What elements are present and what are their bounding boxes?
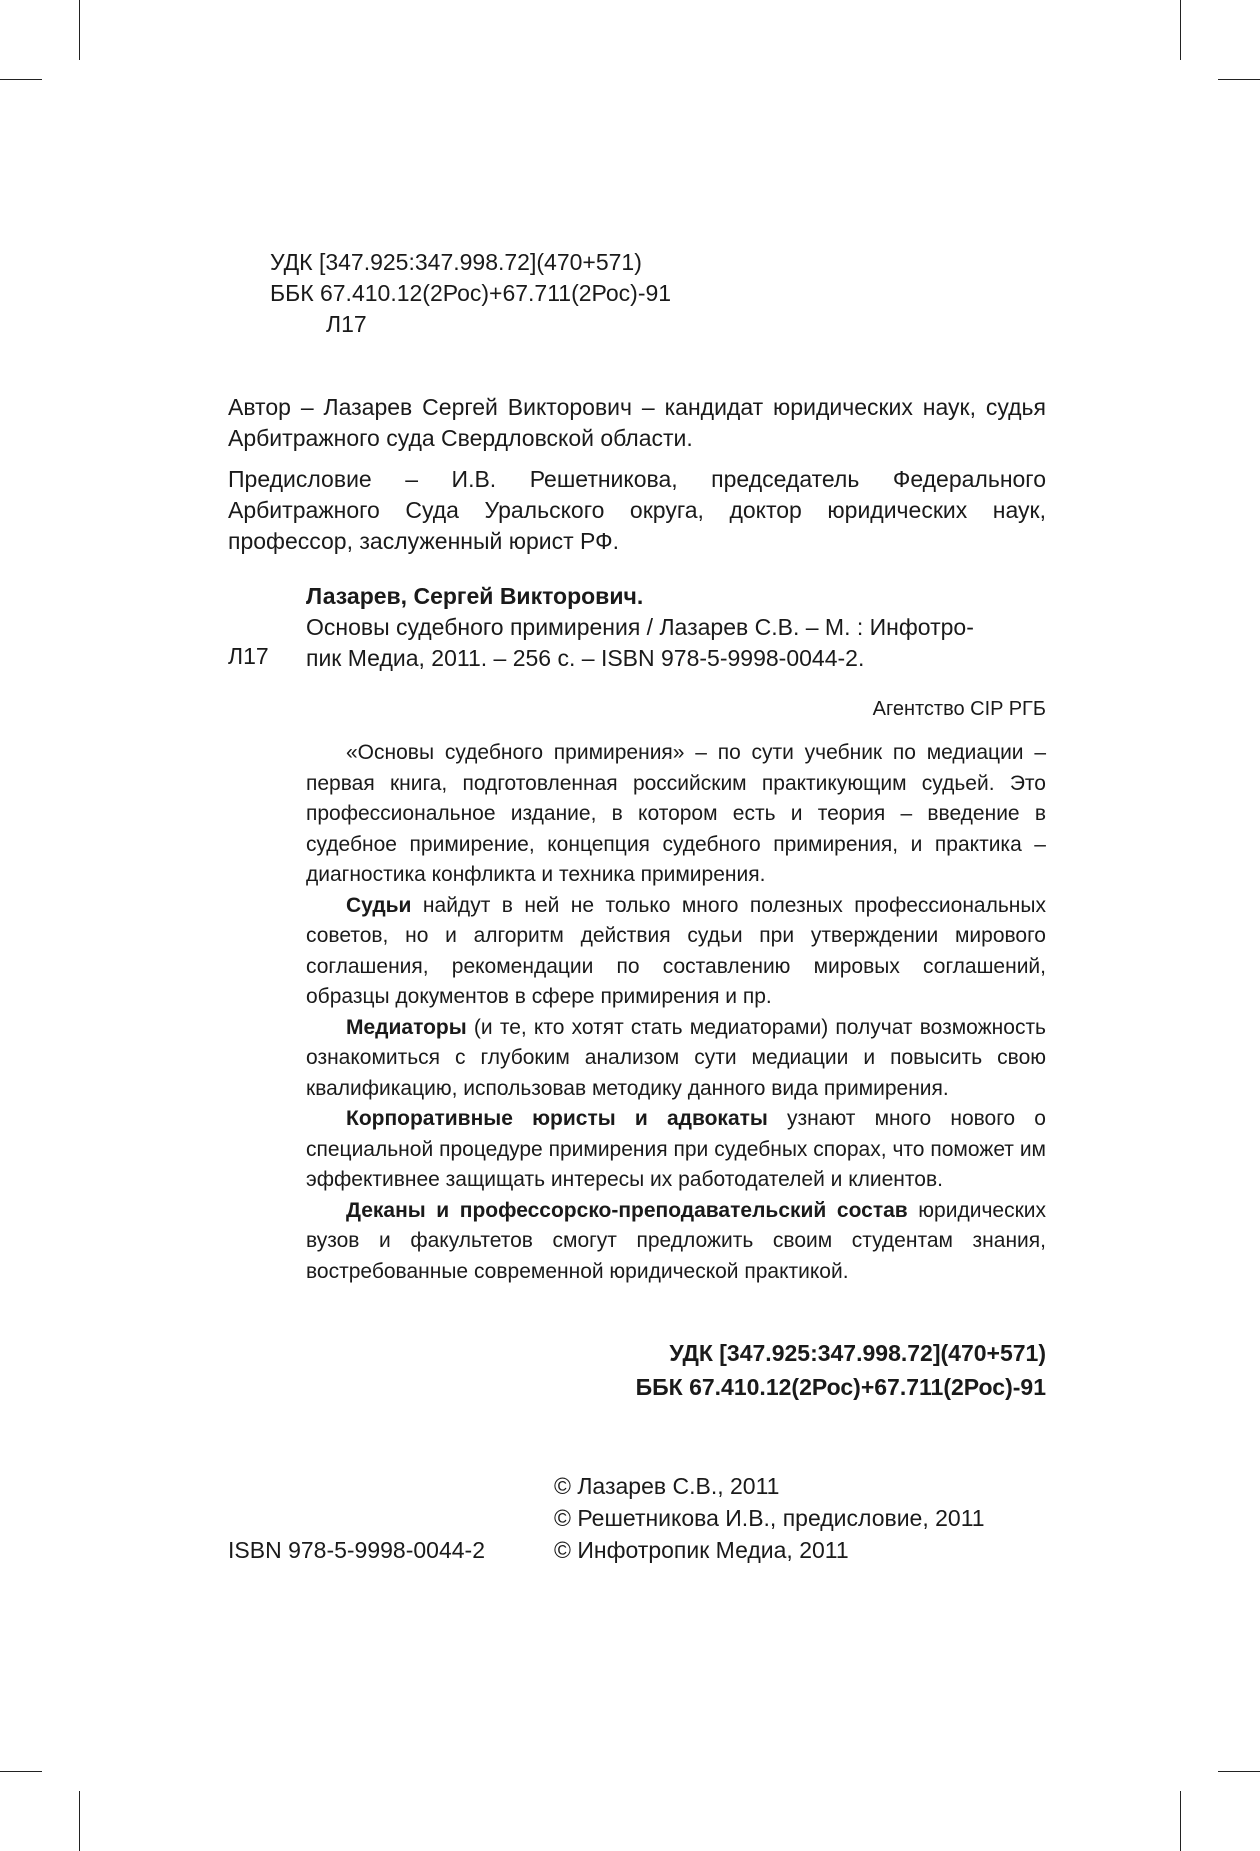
copyright-author: © Лазарев С.В., 2011	[554, 1473, 780, 1499]
audience-label: Судьи	[346, 893, 412, 917]
cip-agency: Агентство CIP РГБ	[872, 698, 1046, 720]
preface-credit: Предисловие – И.В. Решетникова, председатель Федерального Арбитражного Суда Уральского округа, доктор юридических наук, профессор, заслуженный юрист РФ.	[228, 466, 1046, 554]
annotation-paragraph: Медиаторы (и те, кто хотят стать медиаторами) получат возможность ознакомиться с глубоким анализом сути медиации и повысить свою квалификацию, использовав методику данного вида примирения.	[306, 1015, 1046, 1100]
copyright-publisher: © Инфотропик Медиа, 2011	[554, 1537, 849, 1563]
copyright-preface: © Решетникова И.В., предисловие, 2011	[554, 1505, 985, 1531]
audience-label: Корпоративные юристы и адвокаты	[346, 1107, 768, 1130]
udk-code: УДК [347.925:347.998.72](470+571)	[270, 249, 642, 275]
crop-mark	[1180, 1791, 1181, 1851]
annotation-paragraph: «Основы судебного примирения» – по сути учебник по медиации – первая книга, подготовленная российским практикующим судьей. Это профессиональное издание, в котором есть и теория – введение в судебное примирение, концепция судебного примирения, и практика – диагностика конфликта и техника примирения.	[306, 741, 1046, 886]
copyright-block	[554, 1470, 985, 1566]
entry-author-mark: Л17	[228, 643, 269, 669]
catalog-entry	[228, 581, 1046, 674]
annotation-paragraph: Судьи найдут в ней не только много полезных профессиональных советов, но и алгоритм действия судьи при утверждении мирового соглашения, рекомендации по составлению мировых соглашений, образцы документов в сфере примирения и пр.	[306, 893, 1046, 1008]
bbk-code: ББК 67.410.12(2Рос)+67.711(2Рос)-91	[270, 280, 672, 306]
crop-mark	[79, 0, 80, 60]
entry-heading: Лазарев, Сергей Викторович.	[306, 583, 644, 609]
isbn: ISBN 978-5-9998-0044-2	[228, 1537, 485, 1563]
bbk-code-bottom: ББК 67.410.12(2Рос)+67.711(2Рос)-91	[635, 1374, 1046, 1400]
author-mark: Л17	[326, 311, 367, 337]
crop-mark	[1180, 0, 1181, 60]
audience-label: Деканы и профессорско-преподавательский состав	[346, 1198, 908, 1222]
entry-line-2: пик Медиа, 2011. – 256 с. – ISBN 978-5-9998-0044-2.	[306, 645, 865, 671]
credits	[228, 392, 1046, 567]
audience-label: Медиаторы	[346, 1015, 467, 1039]
crop-mark	[1218, 79, 1260, 80]
crop-mark	[0, 79, 42, 80]
classification-bottom	[636, 1336, 1046, 1404]
crop-mark	[1218, 1771, 1260, 1772]
annotation-paragraph: Корпоративные юристы и адвокаты узнают много нового о специальной процедуре примирения при судебных спорах, что поможет им эффективнее защищать интересы их работодателей и клиентов.	[306, 1107, 1046, 1191]
entry-line-1: Основы судебного примирения / Лазарев С.В. – М. : Инфотро-	[306, 614, 974, 640]
crop-mark	[79, 1791, 80, 1851]
crop-mark	[0, 1771, 42, 1772]
classification-top	[270, 247, 970, 340]
annotation-paragraph: Деканы и профессорско-преподавательский состав юридических вузов и факультетов смогут предложить своим студентам знания, востребованные современной юридической практикой.	[306, 1198, 1046, 1283]
author-credit: Автор – Лазарев Сергей Викторович – кандидат юридических наук, судья Арбитражного суда Свердловской области.	[228, 394, 1046, 451]
udk-code-bottom: УДК [347.925:347.998.72](470+571)	[669, 1340, 1046, 1366]
entry-bibliography	[306, 612, 1046, 674]
annotation	[306, 738, 1046, 1287]
